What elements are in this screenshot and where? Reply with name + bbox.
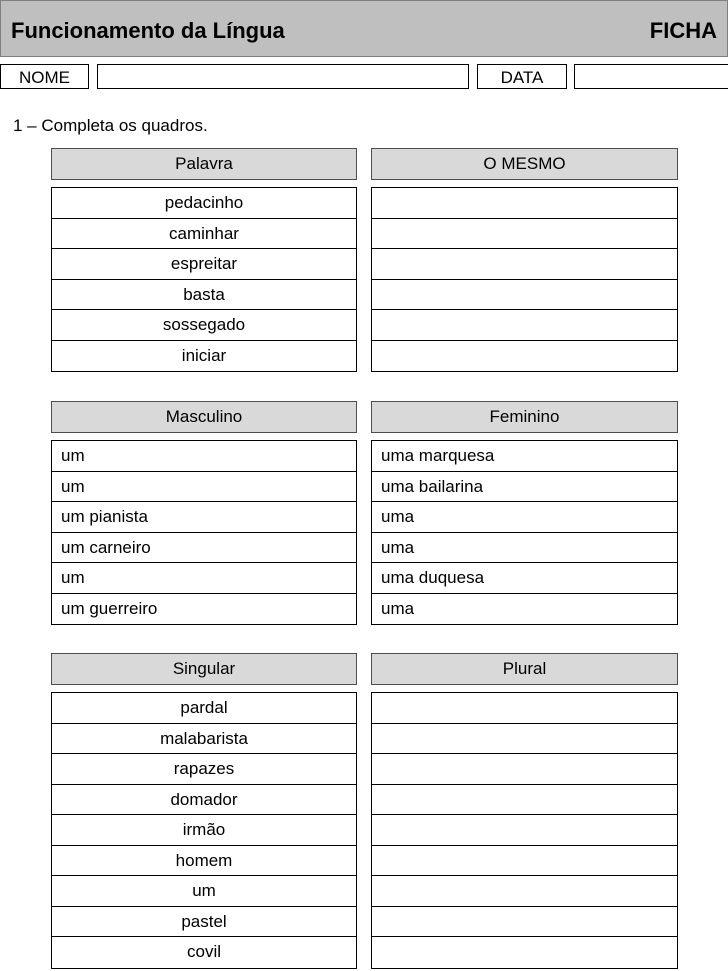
data-label: DATA [500, 68, 544, 87]
table-row: pedacinho [52, 188, 356, 219]
answer-cell[interactable] [372, 249, 677, 280]
table-row: homem [52, 846, 356, 877]
answer-cell[interactable] [372, 754, 677, 785]
table-palavra [51, 187, 357, 372]
table-row: pastel [52, 907, 356, 938]
table-row: uma bailarina [372, 472, 677, 503]
table-row: um guerreiro [61, 598, 158, 618]
answer-cell[interactable] [372, 341, 677, 372]
data-label-box [477, 64, 567, 89]
table-row: basta [52, 280, 356, 311]
nome-label: NOME [19, 68, 70, 87]
title-bar [0, 0, 728, 57]
table-row[interactable]: uma [372, 502, 677, 533]
header-palavra: Palavra [51, 148, 357, 180]
header-plural: Plural [371, 653, 678, 685]
table-row: malabarista [52, 724, 356, 755]
answer-cell[interactable] [372, 907, 677, 938]
table-row: irmão [52, 815, 356, 846]
table-row: uma marquesa [372, 441, 677, 472]
table-row: uma duquesa [372, 563, 677, 594]
table-row: pardal [52, 693, 356, 724]
table-row[interactable]: um [52, 441, 356, 472]
header-feminino: Feminino [371, 401, 678, 433]
table-feminino [371, 440, 678, 625]
table-masculino [51, 440, 357, 625]
answer-cell[interactable] [372, 310, 677, 341]
instruction-text: 1 – Completa os quadros. [13, 116, 208, 135]
answer-cell[interactable] [372, 815, 677, 846]
table-row: sossegado [52, 310, 356, 341]
table-row[interactable]: um [52, 563, 356, 594]
answer-cell[interactable] [372, 188, 677, 219]
header-masculino: Masculino [51, 401, 357, 433]
table-singular [51, 692, 357, 969]
nome-field[interactable] [97, 64, 469, 89]
table-row[interactable]: uma [372, 533, 677, 564]
header-o-mesmo: O MESMO [371, 148, 678, 180]
table-row: espreitar [52, 249, 356, 280]
table-row: rapazes [52, 754, 356, 785]
answer-cell[interactable] [372, 846, 677, 877]
nome-label-box [0, 64, 89, 89]
table-row: domador [52, 785, 356, 816]
answer-cell[interactable] [372, 693, 677, 724]
data-field[interactable] [574, 64, 728, 89]
table-row: caminhar [52, 219, 356, 250]
table-row[interactable]: uma [381, 598, 415, 618]
page-title: Funcionamento da Língua [11, 18, 285, 43]
answer-cell[interactable] [372, 937, 677, 968]
table-row[interactable]: um [52, 472, 356, 503]
table-row: um pianista [52, 502, 356, 533]
answer-cell[interactable] [372, 219, 677, 250]
answer-cell[interactable] [372, 785, 677, 816]
answer-cell[interactable] [372, 724, 677, 755]
answer-cell[interactable] [372, 876, 677, 907]
answer-cell[interactable] [372, 280, 677, 311]
header-singular: Singular [51, 653, 357, 685]
table-row: um [52, 876, 356, 907]
table-row: covil [186, 942, 221, 961]
table-row: um carneiro [52, 533, 356, 564]
table-plural [371, 692, 678, 969]
ficha-label: FICHA [649, 18, 717, 43]
table-row: iniciar [181, 345, 227, 365]
table-o-mesmo [371, 187, 678, 372]
